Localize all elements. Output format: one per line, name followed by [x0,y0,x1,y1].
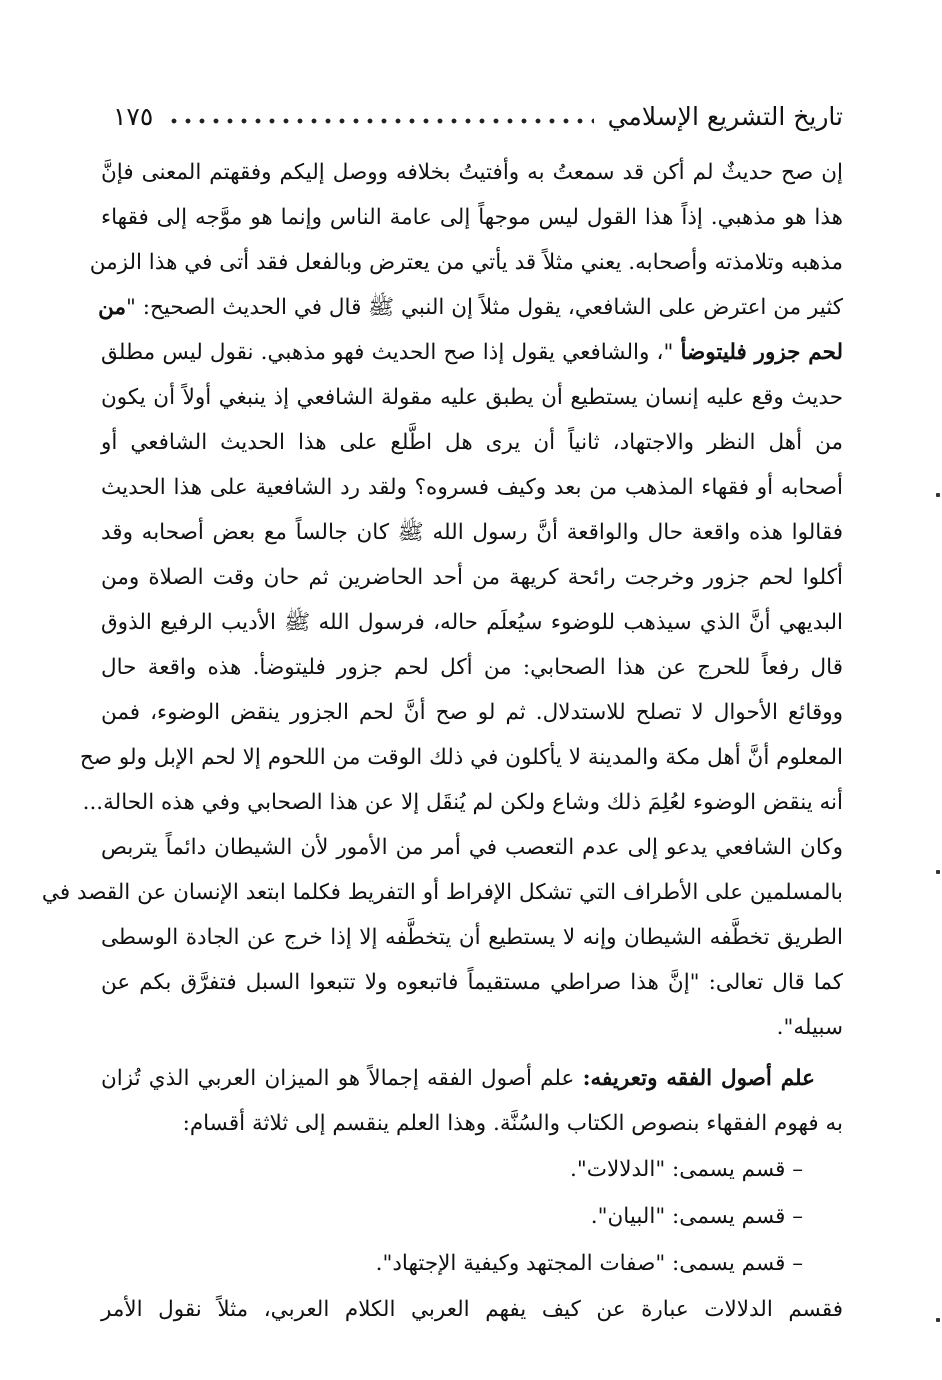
text-span: "، والشافعي يقول إذا صح الحديث فهو مذهبي. نقول ليس مطلق [101,340,681,365]
margin-mark [936,493,940,497]
text-line [101,510,843,555]
list-item [101,1193,843,1240]
text-span: – قسم يسمى: "الدلالات". [570,1157,803,1182]
text-span: – قسم يسمى: "البيان". [590,1204,803,1229]
text-span: سبيله". [776,1015,843,1040]
text-span: – قسم يسمى: "صفات المجتهد وكيفية الإجتهاد". [375,1251,803,1276]
text-line [101,825,843,870]
text-line [101,150,843,195]
text-line [101,1005,843,1050]
text-line [98,285,843,330]
text-line [101,1056,843,1101]
text-line [101,600,843,645]
running-title: تاريخ التشريع الإسلامي [607,101,843,131]
text-span: كثير من اعترض على الشافعي، يقول مثلاً إن النبي ﷺ قال في الحديث الصحيح: " [126,295,843,320]
bold-phrase: من [98,295,127,320]
text-line [101,1287,843,1332]
body-text [41,150,844,1332]
text-line [101,420,843,465]
text-span: أنه ينقض الوضوء لعُلِمَ ذلك وشاع ولكن لم يُنقَل إلا عن هذا الصحابي وفي هذه الحالة... [82,790,843,815]
text-line [101,645,843,690]
text-line [101,330,843,375]
text-span: الطريق تخطَّفه الشيطان وإنه لا يستطيع أن يتخطَّفه إلا إذا خرج عن الجادة الوسطى [101,925,843,950]
leader-dots [167,118,593,124]
text-span: فقسم الدلالات عبارة عن كيف يفهم العربي الكلام العربي، مثلاً نقول الأمر [101,1297,843,1322]
text-line [101,690,843,735]
bold-phrase: علم أصول الفقه وتعريفه: [582,1066,815,1091]
text-span: المعلوم أنَّ أهل مكة والمدينة لا يأكلون في ذلك الوقت من اللحوم إلا لحم الإبل ولو صح [79,745,843,770]
text-span: ووقائع الأحوال لا تصلح للاستدلال. ثم لو صح أنَّ لحم الجزور ينقض الوضوء، فمن [101,700,843,725]
text-span: مذهبه وتلامذته وأصحابه. يعني مثلاً قد يأتي من يعترض وبالفعل فقد أتى في هذا الزمن [89,250,843,275]
text-line [101,1101,843,1146]
margin-mark [936,870,940,874]
text-span: أكلوا لحم جزور وخرجت رائحة كريهة من أحد الحاضرين ثم حان وقت الصلاة ومن [101,565,844,590]
bold-phrase: لحم جزور فليتوضأ [680,340,843,365]
list-item [101,1240,843,1287]
text-line [82,780,843,825]
text-line [41,870,843,915]
text-span: هذا هو مذهبي. إذاً هذا القول ليس موجهاً إلى عامة الناس وإنما هو موَّجه إلى فقهاء [101,205,843,230]
margin-mark [936,1318,940,1322]
text-line [101,555,843,600]
text-span: علم أصول الفقه إجمالاً هو الميزان العربي الذي تُزان [101,1066,583,1091]
text-span: فقالوا هذه واقعة حال والواقعة أنَّ رسول الله ﷺ كان جالساً مع بعض أصحابه وقد [101,520,843,545]
text-line [101,915,843,960]
text-span: به فهوم الفقهاء بنصوص الكتاب والسُنَّة. وهذا العلم ينقسم إلى ثلاثة أقسام: [182,1111,843,1136]
list-item [101,1146,843,1193]
text-line [101,960,843,1005]
text-span: قال رفعاً للحرج عن هذا الصحابي: من أكل لحم جزور فليتوضأ. هذه واقعة حال [101,655,843,680]
text-span: حديث وقع عليه إنسان يستطيع أن يطبق عليه مقولة الشافعي إذ ينبغي أولاً أن يكون [101,385,843,410]
text-span: كما قال تعالى: "إنَّ هذا صراطي مستقيماً فاتبعوه ولا تتبعوا السبل فتفرَّق بكم عن [101,970,843,995]
text-span: إن صح حديثٌ لم أكن قد سمعتُ به وأفتيتُ بخلافه ووصل إليكم وفقهتم المعنى فإنَّ [101,160,843,185]
text-span: أصحابه أو فقهاء المذهب من بعد وكيف فسروه؟ ولقد رد الشافعية على هذا الحديث [101,475,843,500]
text-span: بالمسلمين على الأطراف التي تشكل الإفراط أو التفريط فكلما ابتعد الإنسان عن القصد في [41,880,843,905]
text-line [89,240,843,285]
text-line [79,735,843,780]
text-line [101,375,843,420]
text-line [101,195,843,240]
text-span: من أهل النظر والاجتهاد، ثانياً أن يرى هل اطَّلع على هذا الحديث الشافعي أو [101,430,843,455]
text-line [101,465,843,510]
running-header [113,96,843,136]
text-span: البديهي أنَّ الذي سيذهب للوضوء سيُعلَم حاله، فرسول الله ﷺ الأديب الرفيع الذوق [101,610,843,635]
text-span: وكان الشافعي يدعو إلى عدم التعصب في أمر من الأمور لأن الشيطان دائماً يتربص [101,835,843,860]
page-number: ١٧٥ [113,101,154,131]
